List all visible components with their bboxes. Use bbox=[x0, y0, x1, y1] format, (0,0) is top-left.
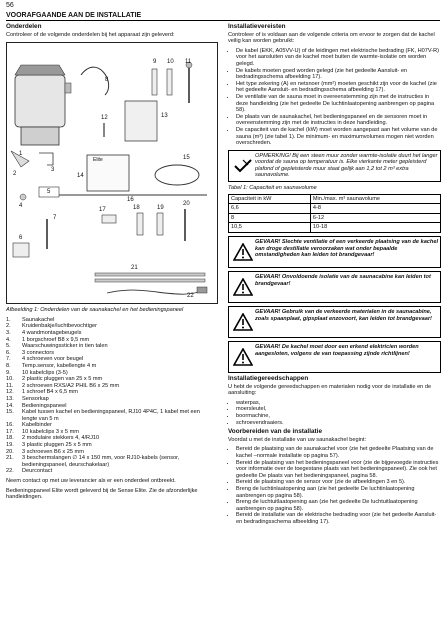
part-text: 1 schroef B4 x 6,5 mm bbox=[22, 389, 78, 396]
part-text: 3 plastic pluggen 25 x 5 mm bbox=[22, 442, 92, 449]
part-text: Kruidenbakje/luchtbevochtiger bbox=[22, 323, 97, 330]
table-row bbox=[229, 213, 441, 223]
figure-label-18: 18 bbox=[133, 205, 140, 212]
figure-label-5: 5 bbox=[47, 189, 51, 196]
list-item bbox=[6, 409, 216, 422]
figure-label-7: 7 bbox=[53, 215, 57, 222]
list-item: • Bereid de installatie van de elektrische bedrading voor (zie het gedeelte Aansluit- en bedradingsschema afbeelding 17). bbox=[236, 512, 441, 525]
warning-triangle-icon bbox=[231, 274, 255, 300]
table-row bbox=[229, 204, 441, 214]
list-item bbox=[6, 337, 216, 344]
part-number: 19. bbox=[6, 442, 14, 449]
part-text: Temp.sensor, kabellengte 4 m bbox=[22, 362, 97, 369]
list-item: • moersleutel, bbox=[236, 406, 441, 413]
list-item bbox=[6, 356, 216, 363]
figure-label-9: 9 bbox=[153, 59, 157, 66]
part-text: 10 kabelclips (3-5) bbox=[22, 369, 68, 376]
figure-label-21: 21 bbox=[131, 265, 138, 272]
figure-label-22: 22 bbox=[187, 293, 194, 300]
part-number: 9. bbox=[6, 369, 11, 376]
part-text: 4 wandmontagebeugels bbox=[22, 329, 82, 336]
warning-triangle-icon bbox=[231, 239, 255, 265]
part-number: 18. bbox=[6, 435, 14, 442]
part-text: Kabel tussen kachel en bedieningspaneel, RJ10 4P4C, 1 kabel met een lengte van 5 m bbox=[22, 409, 200, 422]
figure-label-15: 15 bbox=[183, 155, 190, 162]
figure-label-16: 16 bbox=[127, 197, 134, 204]
table-cell: 6-12 bbox=[310, 213, 440, 223]
list-item bbox=[6, 363, 216, 370]
list-item bbox=[6, 422, 216, 429]
table-caption: Tabel 1: Capaciteit en saunavolume bbox=[228, 185, 317, 192]
right-column bbox=[228, 24, 441, 529]
figure-label-10: 10 bbox=[167, 59, 174, 66]
part-text: Bedieningspaneel bbox=[22, 402, 67, 409]
list-item bbox=[6, 350, 216, 357]
part-number: 4. bbox=[6, 336, 11, 343]
figure-label-17: 17 bbox=[99, 207, 106, 214]
part-number: 15. bbox=[6, 409, 14, 416]
part-number: 22. bbox=[6, 468, 14, 475]
page-number: 56 bbox=[6, 2, 14, 9]
list-item bbox=[6, 330, 216, 337]
list-item: • De kabel (EKK, A05VV-U) of de leidingen met elektrische bedrading (FK, H07V-R) voor het aansluiten van de kachel moet buiten de warmte-isolatie om worden gelegd. bbox=[236, 48, 441, 68]
panel-sticker-text: Elite bbox=[93, 157, 103, 164]
figure-label-12: 12 bbox=[101, 115, 108, 122]
list-item: • boormachine, bbox=[236, 413, 441, 420]
parts-illustration bbox=[7, 43, 217, 303]
warning-box bbox=[228, 271, 441, 303]
requirements-intro: Controleer of is voldaan aan de volgende criteria om ervoor te zorgen dat de kachel veilig kan worden gebruikt: bbox=[228, 31, 435, 45]
list-item: • De kabels moeten goed worden gelegd (zie het gedeelte Aansluit- en bedradingsschema afbeelding 17). bbox=[236, 68, 441, 81]
part-number: 17. bbox=[6, 428, 14, 435]
table-row bbox=[229, 223, 441, 233]
list-item bbox=[6, 376, 216, 383]
list-item: • Bereid de plaatsing van de sensor voor (zie de afbeeldingen 3 en 5). bbox=[236, 479, 441, 486]
part-number: 2. bbox=[6, 323, 11, 330]
part-number: 5. bbox=[6, 343, 11, 350]
part-number: 11. bbox=[6, 382, 14, 389]
tools-heading: Installatiegereedschappen bbox=[228, 375, 309, 383]
figure-label-1: 1 bbox=[19, 151, 23, 158]
figure-label-13: 13 bbox=[161, 113, 168, 120]
table-header-cell: Capaciteit in kW bbox=[229, 194, 311, 204]
table-cell: 6,6 bbox=[229, 204, 311, 214]
table-cell: 10-18 bbox=[310, 223, 440, 233]
warning-text: GEVAAR! Slechte ventilatie of een verkeerde plaatsing van de kachel kan droge destillatie veroorzaken wat onder bepaalde omstandigheden kan leiden tot brandgevaar! bbox=[255, 239, 439, 259]
list-item: • Breng de luchtuitlaatopening aan (zie het gedeelte De luchtuitlaatopening aanbrengen op pagina 58). bbox=[236, 499, 441, 512]
warning-text: GEVAAR! Onvoldoende isolatie van de saunacabine kan leiden tot brandgevaar! bbox=[255, 274, 431, 287]
list-item bbox=[6, 343, 216, 350]
prep-list bbox=[228, 446, 441, 525]
part-text: 3 schroeven B6 x 25 mm bbox=[22, 448, 84, 455]
list-item bbox=[6, 396, 216, 403]
part-number: 10. bbox=[6, 376, 14, 383]
parts-list bbox=[6, 317, 216, 475]
part-number: 12. bbox=[6, 389, 14, 396]
part-text: Sensorkap bbox=[22, 395, 49, 402]
list-item: • De ventilatie van de sauna moet in overeenstemming zijn met de instructies in deze handleiding (zie het gedeelte De luchtinlaatopening aanbrengen op pagina 58). bbox=[236, 94, 441, 114]
part-text: 4 schroeven voor beugel bbox=[22, 356, 84, 363]
list-item bbox=[6, 455, 216, 468]
list-item: • De plaats van de saunakachel, het bedieningspaneel en de sensoren moet in overeenstemming zijn met de instructies in deze handleiding. bbox=[236, 114, 441, 127]
prep-intro: Voordat u met de installatie van uw saunakachel begint: bbox=[228, 436, 367, 443]
list-item: • Het type zekering (A) en netsnoer (mm²) moeten geschikt zijn voor de kachel (zie het gedeelte Aansluit- en bedradingsschema afbeelding 17). bbox=[236, 81, 441, 94]
list-item: • schroevendraaiers. bbox=[236, 420, 441, 427]
closing-note-2: Bedieningspaneel Elite wordt geleverd bij de Sense Elite. Zie de afzonderlijke handleidingen. bbox=[6, 487, 198, 501]
prep-heading: Voorbereiden van de installatie bbox=[228, 428, 322, 436]
part-text: Waarschuwingssticker in tien talen bbox=[22, 343, 108, 350]
figure-label-11: 11 bbox=[185, 59, 192, 66]
table-header-cell: Min./max. m³ saunavolume bbox=[310, 194, 440, 204]
part-text: 10 kabelclips 3 x 5 mm bbox=[22, 428, 79, 435]
part-number: 16. bbox=[6, 422, 14, 429]
warning-text: GEVAAR! De kachel moet door een erkend elektricien worden aangesloten, volgens de van toepassing zijnde richtlijnen! bbox=[255, 344, 419, 357]
part-text: 2 modulaire stekkers 4, 4/RJ10 bbox=[22, 435, 100, 442]
list-item bbox=[6, 442, 216, 449]
part-number: 6. bbox=[6, 349, 11, 356]
table-cell: 8 bbox=[229, 213, 311, 223]
list-item: • waterpas, bbox=[236, 400, 441, 407]
warning-text: GEVAAR! Gebruik van de verkeerde materialen in de saunacabine, zoals spaanplaat, gipsplaat enzovoort, kan leiden tot brandgevaar! bbox=[255, 309, 432, 322]
left-column bbox=[6, 24, 216, 504]
list-item bbox=[6, 323, 216, 330]
figure-label-14: 14 bbox=[77, 173, 84, 180]
part-text: Deurcontact bbox=[22, 468, 53, 475]
parts-figure bbox=[6, 42, 218, 304]
part-number: 21. bbox=[6, 455, 14, 462]
part-text: Saunakachel bbox=[22, 316, 55, 323]
warning-triangle-icon bbox=[231, 344, 255, 370]
part-number: 14. bbox=[6, 402, 14, 409]
table-cell: 10,5 bbox=[229, 223, 311, 233]
list-item: • De capaciteit van de kachel (kW) moet worden aangepast aan het volume van de sauna (m³) (zie tabel 1). De minimum- en maximumvolumes mogen niet worden overschreden. bbox=[236, 127, 441, 147]
list-item bbox=[6, 389, 216, 396]
list-item bbox=[6, 403, 216, 410]
requirements-heading: Installatievereisten bbox=[228, 23, 286, 30]
figure-label-6: 6 bbox=[19, 235, 23, 242]
list-item bbox=[6, 383, 216, 390]
list-item: • Bereid de plaatsing van het bedieningspaneel voor (zie de bijgevoegde instructies voor informatie over de toegestane plaats van het bedieningspaneel). Zie ook het gedeelte De plaats van het bedieningspaneel, pagina 58. bbox=[236, 460, 441, 480]
figure-label-8: 8 bbox=[105, 77, 109, 84]
figure-label-19: 19 bbox=[157, 205, 164, 212]
list-item bbox=[6, 317, 216, 324]
part-text: 3 beschermslangen ∅ 14 x 150 mm, voor RJ10-kabels (sensor, bedieningspaneel, deurschakelaar) bbox=[22, 455, 180, 468]
note-text: OPMERKING! Bij een steen muur zonder warmte-isolatie duurt het langer voordat de sauna op temperatuur is. Elke vierkante meter gepleisterd plafond of gepleisterde muur staat gelijk aan 1,2 tot 2 m³ extra saunavolume. bbox=[255, 152, 438, 179]
list-item: • Bereid de plaatsing van de saunakachel voor (zie het gedeelte Plaatsing van de kachel –normale installatie op pagina 57). bbox=[236, 446, 441, 459]
part-number: 13. bbox=[6, 395, 14, 402]
list-item bbox=[6, 468, 216, 475]
part-text: 1 borgschroef B8 x 9,5 mm bbox=[22, 336, 90, 343]
part-number: 8. bbox=[6, 362, 11, 369]
figure-label-2: 2 bbox=[13, 171, 17, 178]
part-text: 2 plastic pluggen van 25 x 5 mm bbox=[22, 376, 103, 383]
pencil-check-icon bbox=[231, 153, 255, 179]
tools-intro: U hebt de volgende gereedschappen en materialen nodig voor de installatie en de aansluiting: bbox=[228, 383, 432, 397]
list-item: • Breng de luchtinlaatopening aan (zie het gedeelte De luchtinlaatopening aanbrengen op pagina 58). bbox=[236, 486, 441, 499]
table-header-row bbox=[229, 194, 441, 204]
parts-intro: Controleer of de volgende onderdelen bij het apparaat zijn geleverd: bbox=[6, 31, 175, 38]
figure-label-20: 20 bbox=[183, 201, 190, 208]
warning-box bbox=[228, 306, 441, 338]
part-number: 3. bbox=[6, 329, 11, 336]
closing-note-1: Neem contact op met uw leverancier als er een onderdeel ontbreekt. bbox=[6, 478, 176, 485]
section-title: VOORAFGAANDE AAN DE INSTALLATIE bbox=[6, 12, 440, 21]
part-number: 20. bbox=[6, 448, 14, 455]
part-text: 2 schroeven RXS/A2 PHIL B6 x 25 mm bbox=[22, 382, 120, 389]
warning-triangle-icon bbox=[231, 309, 255, 335]
warning-box bbox=[228, 236, 441, 268]
part-text: Kabelbinder bbox=[22, 422, 52, 429]
note-box bbox=[228, 150, 441, 182]
warnings-group bbox=[228, 236, 441, 373]
capacity-table bbox=[228, 194, 441, 233]
figure-label-3: 3 bbox=[51, 167, 55, 174]
list-item bbox=[6, 435, 216, 442]
requirements-list bbox=[228, 48, 441, 147]
table-cell: 4-8 bbox=[310, 204, 440, 214]
parts-heading: Onderdelen bbox=[6, 23, 42, 30]
part-number: 7. bbox=[6, 356, 11, 363]
figure-label-4: 4 bbox=[19, 203, 23, 210]
tools-list bbox=[228, 400, 441, 426]
list-item bbox=[6, 429, 216, 436]
warning-box bbox=[228, 341, 441, 373]
part-number: 1. bbox=[6, 316, 11, 323]
list-item bbox=[6, 370, 216, 377]
figure-caption: Afbeelding 1: Onderdelen van de saunakachel en het bedieningspaneel bbox=[6, 307, 184, 314]
part-text: 3 connectors bbox=[22, 349, 55, 356]
